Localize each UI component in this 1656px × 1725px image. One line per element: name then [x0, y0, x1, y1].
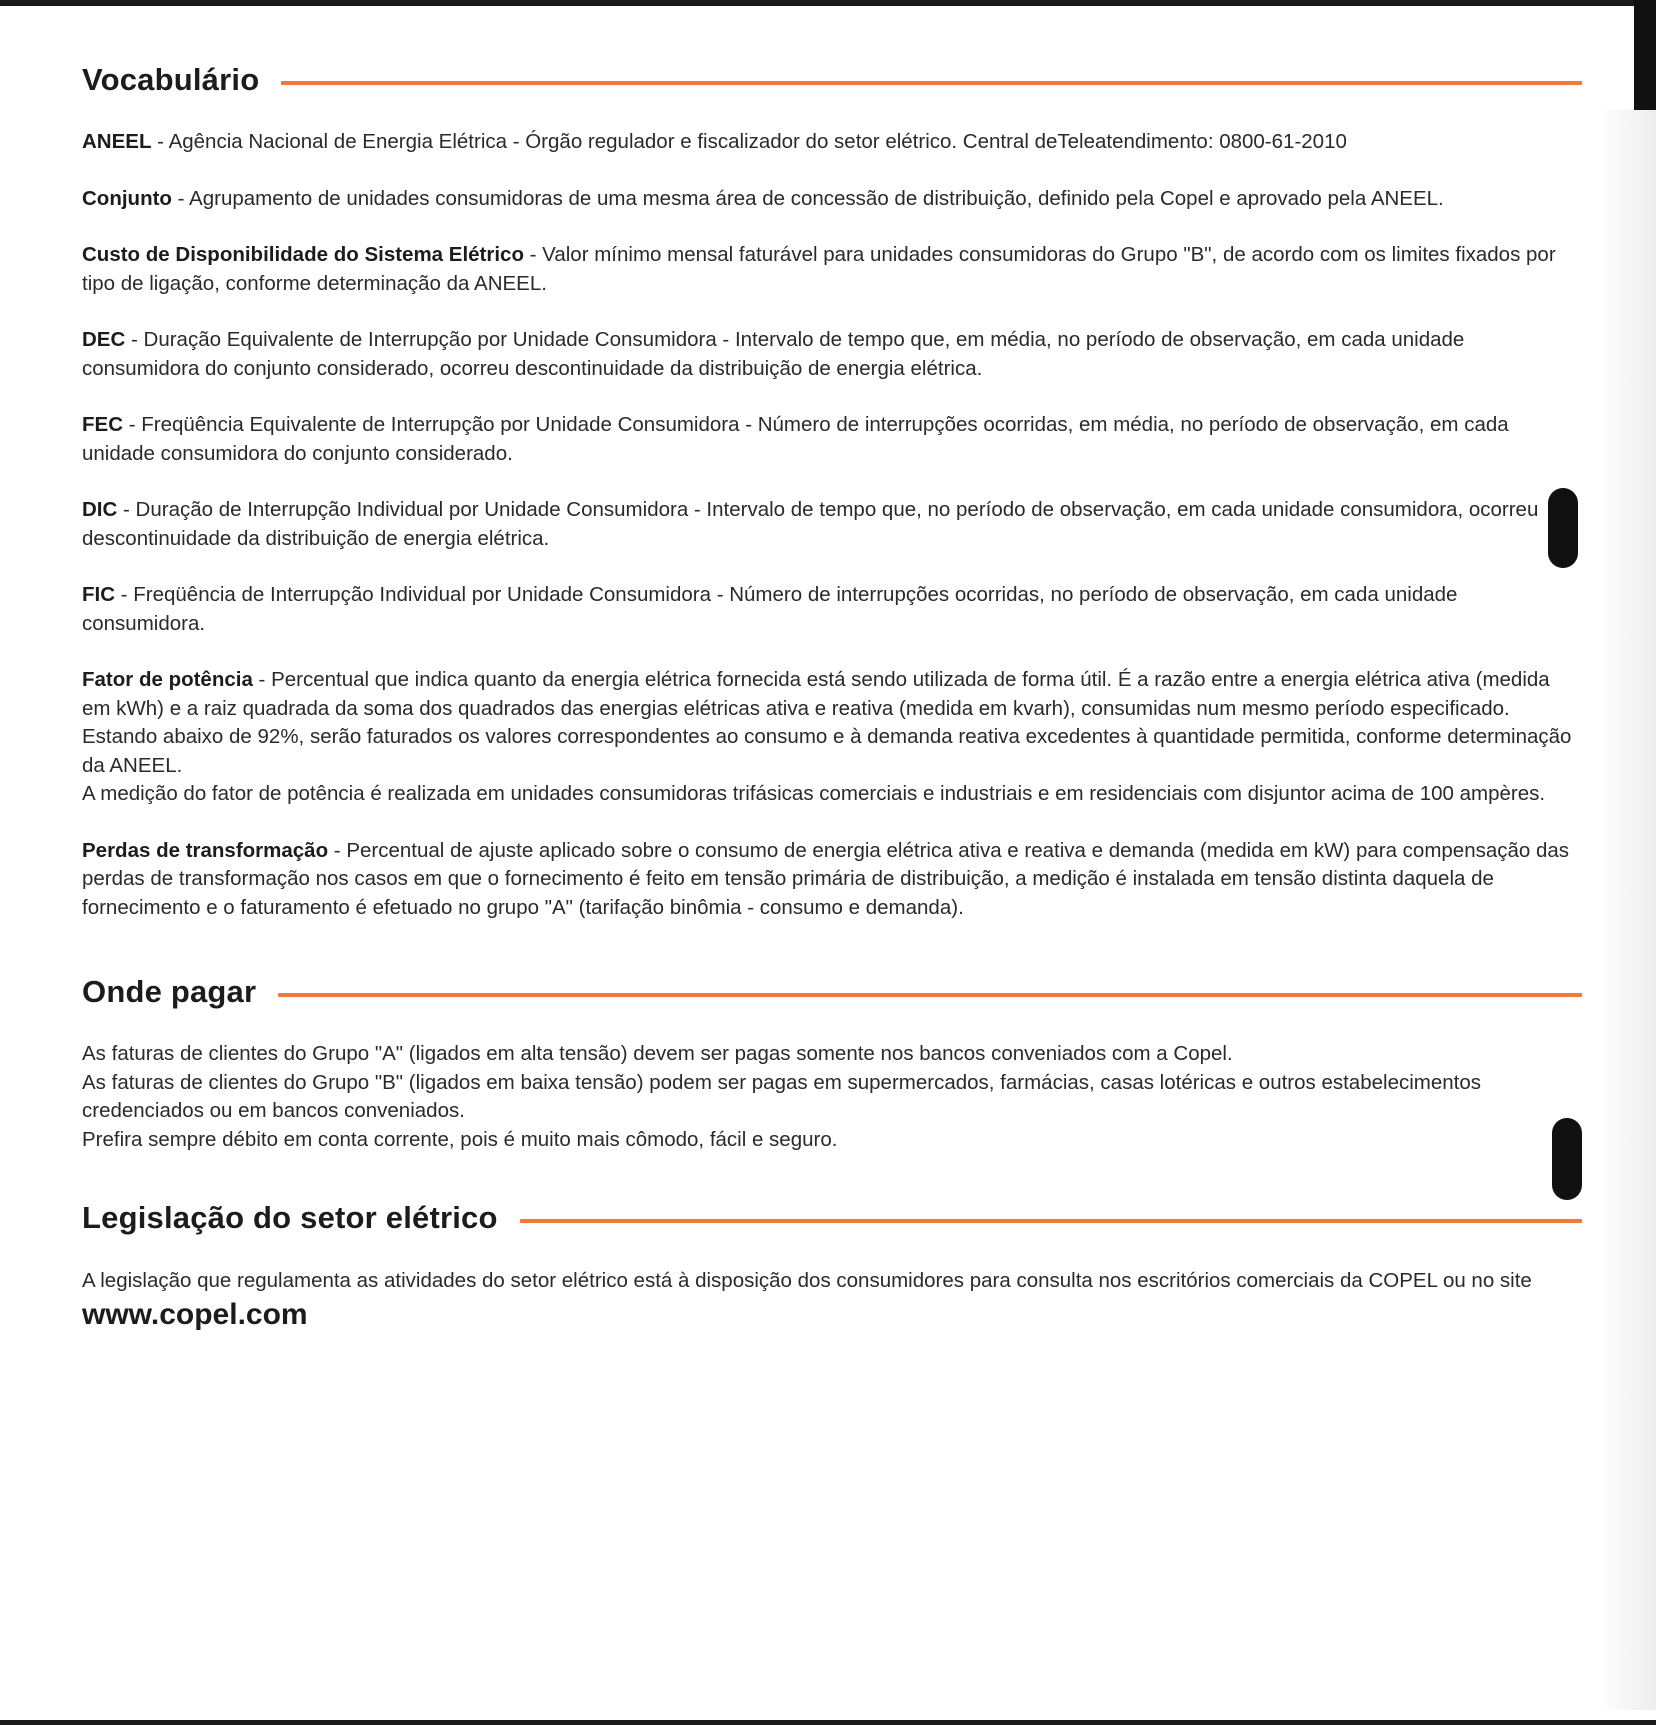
vocabulary-list [82, 128, 1582, 922]
scan-bottom-edge [0, 1720, 1656, 1725]
entry-term: Fator de potência [82, 668, 253, 691]
entry-definition: - Duração de Interrupção Individual por Unidade Consumidora - Intervalo de tempo que, no período de observação, em cada unidade consumidora, ocorreu descontinuidade da distribuição de energia elétrica. [82, 498, 1539, 550]
vocabulary-entry-fic [82, 581, 1582, 638]
vocabulary-entry-conjunto [82, 185, 1582, 214]
vocabulary-entry-custo-disponibilidade [82, 241, 1582, 298]
section-header-legislacao [82, 1200, 1582, 1236]
entry-term: Conjunto [82, 186, 172, 210]
entry-definition: - Valor mínimo mensal faturável para unidades consumidoras do Grupo "B", de acordo com os limites fixados por tipo de ligação, conforme determinação da ANEEL. [82, 243, 1556, 295]
vocabulary-entry-fec [82, 411, 1582, 468]
entry-term: FIC [82, 583, 116, 606]
section-rule [520, 1219, 1582, 1223]
payment-line: Prefira sempre débito em conta corrente, pois é muito mais cômodo, fácil e seguro. [82, 1127, 838, 1151]
vocabulary-entry-dec [82, 326, 1582, 383]
section-title: Legislação do setor elétrico [82, 1200, 498, 1235]
scan-top-edge [0, 0, 1656, 6]
vocabulary-entry-fator-potencia [82, 666, 1582, 809]
vocabulary-entry-perdas-transformacao [82, 837, 1582, 923]
entry-definition-extra: A medição do fator de potência é realizada em unidades consumidoras trifásicas comerciais e industriais e em residenciais com disjuntor acima de 100 ampères. [82, 782, 1546, 805]
legislation-body: A legislação que regulamenta as atividades do setor elétrico está à disposição dos consumidores para consulta nos escritórios comerciais da COPEL ou no site [82, 1269, 1532, 1292]
entry-term: DIC [82, 498, 118, 521]
entry-definition: - Agência Nacional de Energia Elétrica - Órgão regulador e fiscalizador do setor elétrico. Central deTeleatendimento: 0800-61-2010 [151, 130, 1347, 153]
entry-term: Perdas de transformação [82, 838, 329, 862]
entry-term: ANEEL [82, 130, 152, 153]
vocabulary-entry-aneel [82, 128, 1582, 157]
legislation-text [82, 1264, 1582, 1335]
entry-definition: - Agrupamento de unidades consumidoras de uma mesma área de concessão de distribuição, definido pela Copel e aprovado pela ANEEL. [171, 186, 1444, 210]
scan-shadow [1596, 110, 1656, 1710]
section-title: Vocabulário [82, 62, 260, 97]
vocabulary-entry-dic [82, 496, 1582, 553]
payment-info [82, 1040, 1582, 1154]
payment-line: As faturas de clientes do Grupo "A" (ligados em alta tensão) devem ser pagas somente nos bancos conveniados com a Copel. [82, 1042, 1233, 1065]
scan-right-edge [1634, 0, 1656, 110]
payment-line: As faturas de clientes do Grupo "B" (ligados em baixa tensão) podem ser pagas em supermercados, farmácias, casas lotéricas e outros estabelecimentos credenciados ou em bancos conveniados. [82, 1070, 1481, 1122]
entry-definition: - Percentual de ajuste aplicado sobre o consumo de energia elétrica ativa e reativa e demanda (medida em kW) para compensação das perdas de transformação nos casos em que o fornecimento é feito em tensão primária de distribuição, a medição é instalada em tensão distinta daquela de fornecimento e o faturamento é efetuado no grupo "A" (tarifação binômia - consumo e demanda). [82, 838, 1570, 919]
section-header-onde-pagar [82, 974, 1582, 1010]
entry-definition: - Freqüência Equivalente de Interrupção por Unidade Consumidora - Número de interrupções ocorridas, em média, no período de observação, em cada unidade consumidora do conjunto considerado. [82, 413, 1509, 465]
section-rule [278, 993, 1582, 997]
document-body [82, 62, 1582, 1335]
entry-definition: - Percentual que indica quanto da energia elétrica fornecida está sendo utilizada de forma útil. É a razão entre a energia elétrica ativa (medida em kWh) e a raiz quadrada da soma dos quadrados das energias elétricas ativa e reativa (medida em kvarh), consumidas num mesmo período especificado. Estando abaixo de 92%, serão faturados os valores correspondentes ao consumo e à demanda reativa excedentes à quantidade permitida, conforme determinação da ANEEL. [82, 668, 1572, 777]
entry-term: FEC [82, 413, 123, 436]
section-rule [281, 81, 1582, 85]
section-header-vocabulario [82, 62, 1582, 98]
entry-term: DEC [82, 328, 126, 351]
section-title: Onde pagar [82, 974, 257, 1009]
entry-definition: - Duração Equivalente de Interrupção por Unidade Consumidora - Intervalo de tempo que, em média, no período de observação, em cada unidade consumidora do conjunto considerado, ocorreu descontinuidade da distribuição de energia elétrica. [82, 328, 1465, 380]
entry-definition: - Freqüência de Interrupção Individual por Unidade Consumidora - Número de interrupções ocorridas, no período de observação, em cada unidade consumidora. [82, 583, 1458, 635]
copel-site-link[interactable]: www.copel.com [82, 1298, 308, 1331]
entry-term: Custo de Disponibilidade do Sistema Elétrico [82, 243, 524, 266]
